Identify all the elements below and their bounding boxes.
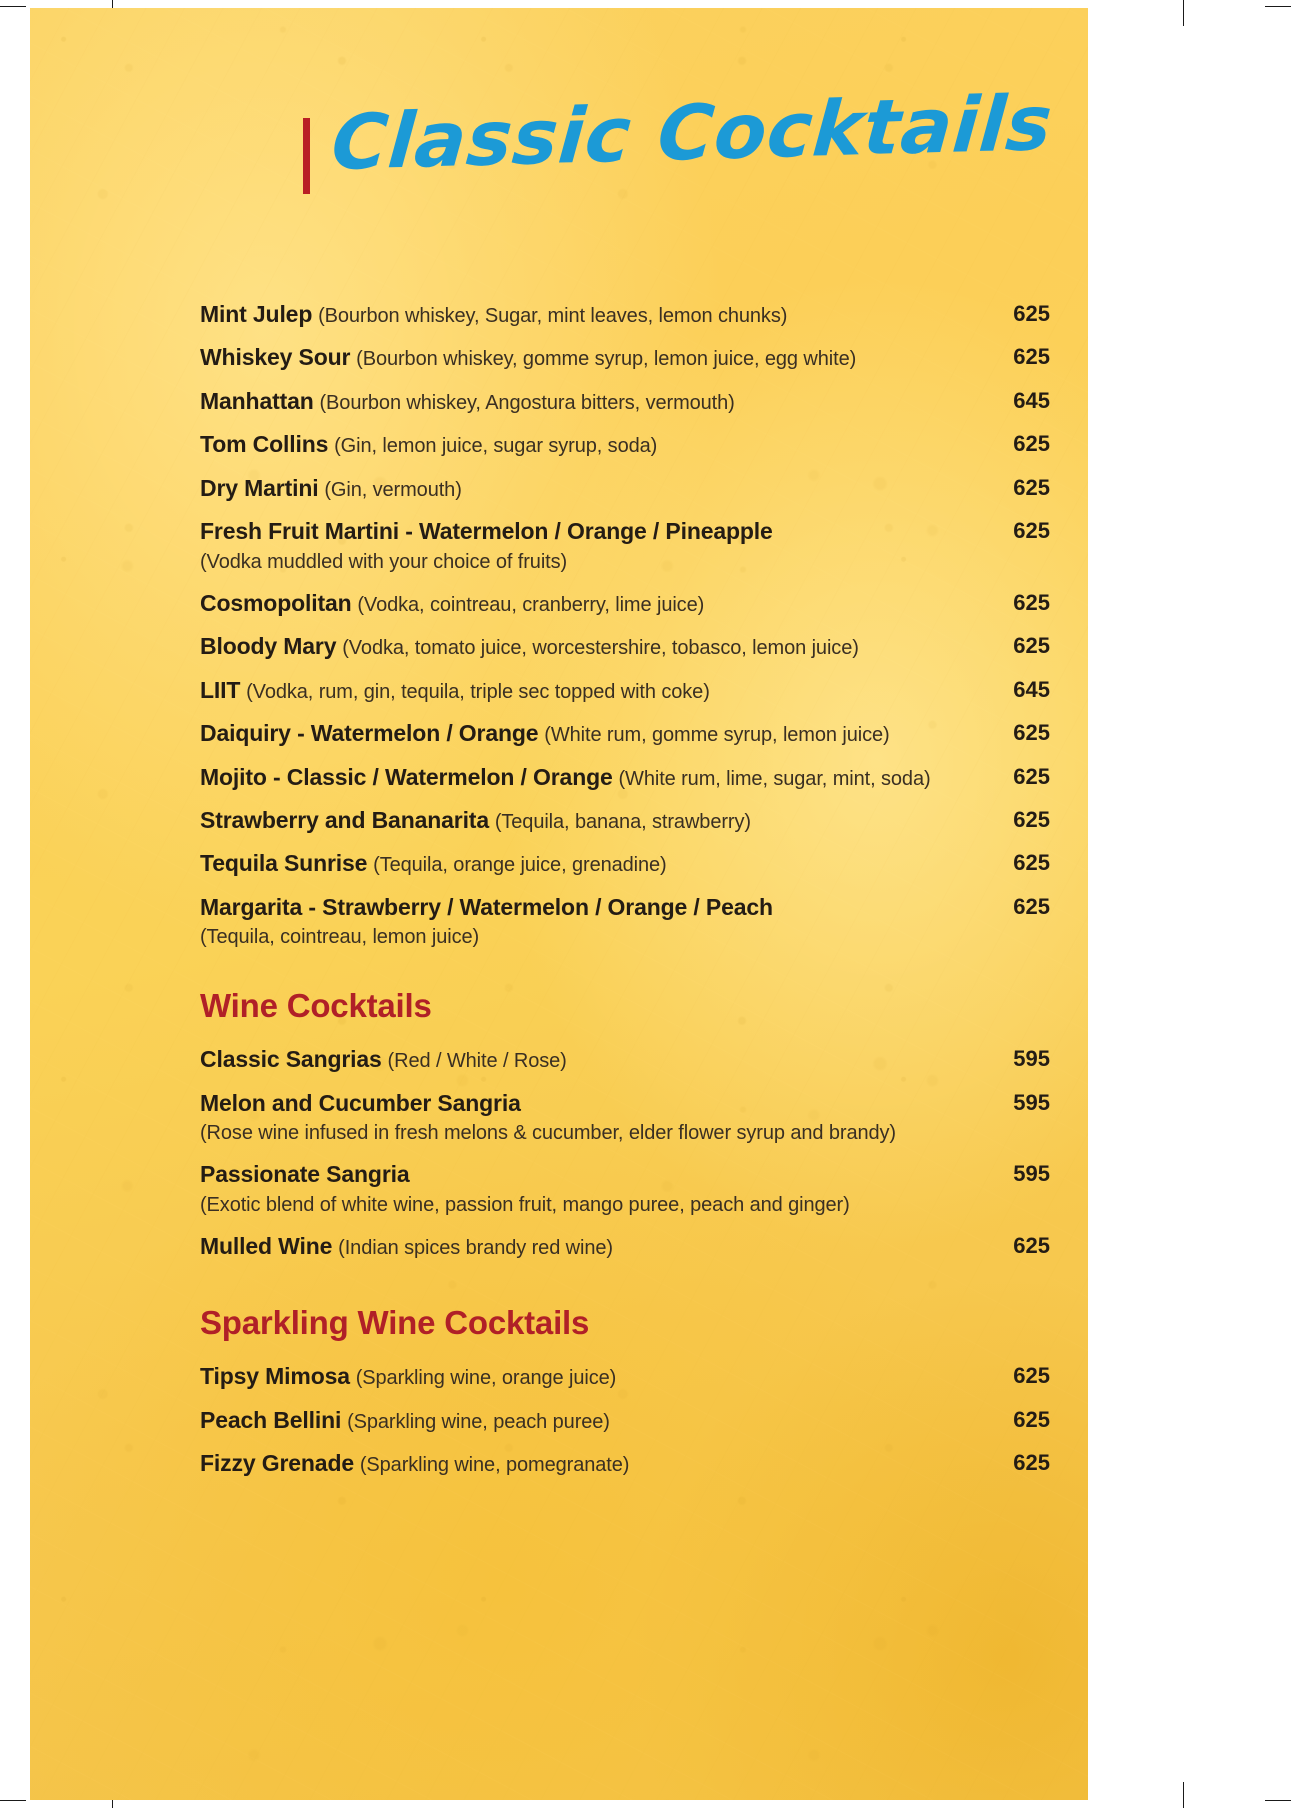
menu-item bbox=[200, 799, 1050, 842]
menu-item bbox=[200, 625, 1050, 668]
menu-item-name: Passionate Sangria bbox=[200, 1161, 410, 1188]
menu-item-price: 625 bbox=[1013, 1406, 1050, 1432]
menu-item-text bbox=[200, 1045, 970, 1074]
menu-section-wine-cocktails bbox=[200, 987, 1050, 1268]
menu-item bbox=[200, 842, 1050, 885]
page-title: Classic Cocktails bbox=[328, 77, 1056, 187]
menu-item-name: Mulled Wine bbox=[200, 1232, 333, 1259]
page-header bbox=[303, 77, 1056, 194]
menu-item-price: 625 bbox=[1013, 344, 1050, 370]
menu-item-description: (Bourbon whiskey, Sugar, mint leaves, lemon chunks) bbox=[318, 305, 788, 327]
menu-item-description: (Tequila, cointreau, lemon juice) bbox=[200, 926, 480, 949]
menu-item bbox=[200, 1082, 1050, 1153]
menu-item-text bbox=[200, 676, 970, 705]
menu-item-text bbox=[200, 300, 970, 329]
menu-item-title-line bbox=[200, 517, 970, 546]
menu-section-sparkling-wine-cocktails bbox=[200, 1304, 1050, 1485]
menu-item-name: Tipsy Mimosa bbox=[200, 1363, 350, 1390]
menu-item-price: 595 bbox=[1013, 1089, 1050, 1115]
menu-item-price: 645 bbox=[1013, 387, 1050, 413]
menu-item-text bbox=[200, 387, 970, 416]
menu-item-title-line bbox=[200, 763, 970, 792]
menu-item-name: Whiskey Sour bbox=[200, 344, 351, 371]
menu-item-title-line bbox=[200, 676, 970, 705]
menu-item-price: 625 bbox=[1013, 850, 1050, 876]
menu-item-name: Tom Collins bbox=[200, 431, 329, 458]
menu-item-description: (Tequila, banana, strawberry) bbox=[494, 810, 751, 833]
menu-item-description: (Rose wine infused in fresh melons & cucumber, elder flower syrup and brandy) bbox=[200, 1122, 896, 1145]
menu-item bbox=[200, 510, 1050, 581]
menu-item-title-line bbox=[200, 1449, 970, 1478]
menu-item-description: (Gin, lemon juice, sugar syrup, soda) bbox=[334, 435, 658, 458]
menu-item-text bbox=[200, 1406, 970, 1435]
menu-sections bbox=[200, 293, 1050, 1486]
title-accent-bar bbox=[303, 118, 310, 194]
menu-item-name: Tequila Sunrise bbox=[200, 850, 368, 877]
menu-item-description: (Vodka, tomato juice, worcestershire, tobasco, lemon juice) bbox=[342, 637, 859, 660]
crop-mark-right-top bbox=[1265, 6, 1291, 7]
menu-item-price: 625 bbox=[1013, 763, 1050, 789]
menu-item bbox=[200, 423, 1050, 466]
menu-item-text bbox=[200, 343, 970, 372]
menu-item-title-line bbox=[200, 1406, 970, 1435]
menu-item-price: 625 bbox=[1013, 806, 1050, 832]
menu-item-price: 625 bbox=[1013, 589, 1050, 615]
menu-item-text bbox=[200, 589, 970, 618]
menu-item-title-line bbox=[200, 1089, 970, 1118]
menu-item-name: Fresh Fruit Martini - Watermelon / Orange / Pineapple bbox=[200, 518, 773, 545]
menu-item-description: (White rum, gomme syrup, lemon juice) bbox=[544, 724, 890, 747]
menu-item bbox=[200, 1225, 1050, 1268]
crop-mark-bottom-right bbox=[1183, 1782, 1184, 1808]
menu-item bbox=[200, 1442, 1050, 1485]
menu-item-name: Bloody Mary bbox=[200, 633, 337, 660]
menu-item-name: Dry Martini bbox=[200, 474, 319, 501]
menu-item-text bbox=[200, 849, 970, 878]
menu-item-title-line bbox=[200, 300, 970, 329]
menu-item-description: (Sparkling wine, peach puree) bbox=[347, 1410, 610, 1433]
menu-item-price: 625 bbox=[1013, 1232, 1050, 1258]
menu-item bbox=[200, 467, 1050, 510]
menu-item-price: 625 bbox=[1013, 474, 1050, 500]
menu-item-title-line bbox=[200, 1160, 970, 1189]
menu-item-title-line bbox=[200, 343, 970, 372]
menu-item-text bbox=[200, 1362, 970, 1391]
menu-item-text bbox=[200, 1160, 970, 1217]
menu-item-text bbox=[200, 1232, 970, 1261]
menu-item-description: (Indian spices brandy red wine) bbox=[338, 1236, 613, 1259]
menu-item bbox=[200, 886, 1050, 957]
menu-item-name: Mint Julep bbox=[200, 301, 313, 327]
menu-item-price: 625 bbox=[1013, 633, 1050, 659]
menu-item bbox=[200, 380, 1050, 423]
menu-item-price: 625 bbox=[1013, 720, 1050, 746]
menu-item-price: 625 bbox=[1013, 301, 1050, 326]
menu-item-title-line bbox=[200, 893, 970, 922]
menu-item-title-line bbox=[200, 1045, 970, 1074]
menu-item-text bbox=[200, 474, 970, 503]
menu-item-text bbox=[200, 763, 970, 792]
menu-card bbox=[30, 8, 1088, 1800]
menu-item-description: (Gin, vermouth) bbox=[324, 478, 462, 501]
menu-item-text bbox=[200, 893, 970, 950]
menu-item-description: (Tequila, orange juice, grenadine) bbox=[373, 854, 667, 877]
menu-item bbox=[200, 582, 1050, 625]
menu-item bbox=[200, 1038, 1050, 1081]
menu-section-classic-cocktails bbox=[200, 293, 1050, 957]
section-heading-wine-cocktails: Wine Cocktails bbox=[200, 987, 432, 1025]
menu-item-text bbox=[200, 1449, 970, 1478]
crop-mark-left-top bbox=[0, 6, 26, 7]
menu-item-title-line bbox=[200, 1362, 970, 1391]
menu-item-price: 625 bbox=[1013, 1450, 1050, 1476]
menu-item-price: 625 bbox=[1013, 893, 1050, 919]
menu-item bbox=[200, 293, 1050, 336]
section-heading-sparkling-wine-cocktails: Sparkling Wine Cocktails bbox=[200, 1304, 590, 1342]
menu-item-title-line bbox=[200, 387, 970, 416]
menu-item-name: Fizzy Grenade bbox=[200, 1450, 354, 1477]
menu-item-name: LIIT bbox=[200, 676, 241, 703]
menu-item bbox=[200, 1399, 1050, 1442]
menu-item-title-line bbox=[200, 1232, 970, 1261]
crop-mark-top-right bbox=[1183, 0, 1184, 26]
menu-item-price: 595 bbox=[1013, 1161, 1050, 1187]
menu-item-text bbox=[200, 430, 970, 459]
menu-item bbox=[200, 669, 1050, 712]
menu-item-name: Melon and Cucumber Sangria bbox=[200, 1089, 521, 1116]
menu-item-description: (Vodka, cointreau, cranberry, lime juice) bbox=[357, 593, 705, 616]
crop-mark-left-bottom bbox=[0, 1800, 26, 1801]
menu-item-description: (Sparkling wine, orange juice) bbox=[355, 1367, 617, 1390]
menu-item-text bbox=[200, 632, 970, 661]
menu-item bbox=[200, 712, 1050, 755]
menu-item bbox=[200, 336, 1050, 379]
menu-item-name: Mojito - Classic / Watermelon / Orange bbox=[200, 763, 613, 790]
menu-item-text bbox=[200, 806, 970, 835]
menu-item-description: (Vodka muddled with your choice of fruits) bbox=[200, 550, 568, 573]
menu-item-title-line bbox=[200, 806, 970, 835]
menu-item-price: 625 bbox=[1013, 518, 1050, 544]
menu-item-name: Daiquiry - Watermelon / Orange bbox=[200, 720, 539, 747]
menu-item-name: Classic Sangrias bbox=[200, 1046, 382, 1073]
menu-item bbox=[200, 1355, 1050, 1398]
menu-item-price: 595 bbox=[1013, 1046, 1050, 1072]
menu-item-text bbox=[200, 1089, 970, 1146]
menu-item-title-line bbox=[200, 589, 970, 618]
menu-item-title-line bbox=[200, 849, 970, 878]
menu-item-title-line bbox=[200, 632, 970, 661]
menu-item-name: Strawberry and Bananarita bbox=[200, 806, 489, 833]
menu-item-description: (Sparkling wine, pomegranate) bbox=[359, 1454, 630, 1477]
menu-item-name: Margarita - Strawberry / Watermelon / Orange / Peach bbox=[200, 893, 773, 920]
menu-item bbox=[200, 1153, 1050, 1224]
menu-item-name: Cosmopolitan bbox=[200, 589, 352, 616]
menu-item-text bbox=[200, 719, 970, 748]
menu-item-title-line bbox=[200, 474, 970, 503]
menu-item-description: (White rum, lime, sugar, mint, soda) bbox=[618, 767, 931, 790]
menu-item-price: 625 bbox=[1013, 431, 1050, 457]
menu-item-description: (Bourbon whiskey, gomme syrup, lemon juice, egg white) bbox=[356, 348, 857, 371]
menu-item-title-line bbox=[200, 430, 970, 459]
menu-item-description: (Exotic blend of white wine, passion fruit, mango puree, peach and ginger) bbox=[200, 1193, 850, 1216]
menu-item-price: 645 bbox=[1013, 676, 1050, 702]
crop-mark-right-bottom bbox=[1265, 1800, 1291, 1801]
menu-item-title-line bbox=[200, 719, 970, 748]
menu-item-price: 625 bbox=[1013, 1363, 1050, 1389]
menu-item-name: Peach Bellini bbox=[200, 1406, 342, 1433]
menu-item-name: Manhattan bbox=[200, 387, 314, 414]
menu-item-description: (Vodka, rum, gin, tequila, triple sec topped with coke) bbox=[246, 680, 710, 703]
menu-item-text bbox=[200, 517, 970, 574]
menu-item bbox=[200, 756, 1050, 799]
menu-item-description: (Red / White / Rose) bbox=[387, 1050, 567, 1073]
menu-item-description: (Bourbon whiskey, Angostura bitters, vermouth) bbox=[319, 391, 735, 414]
